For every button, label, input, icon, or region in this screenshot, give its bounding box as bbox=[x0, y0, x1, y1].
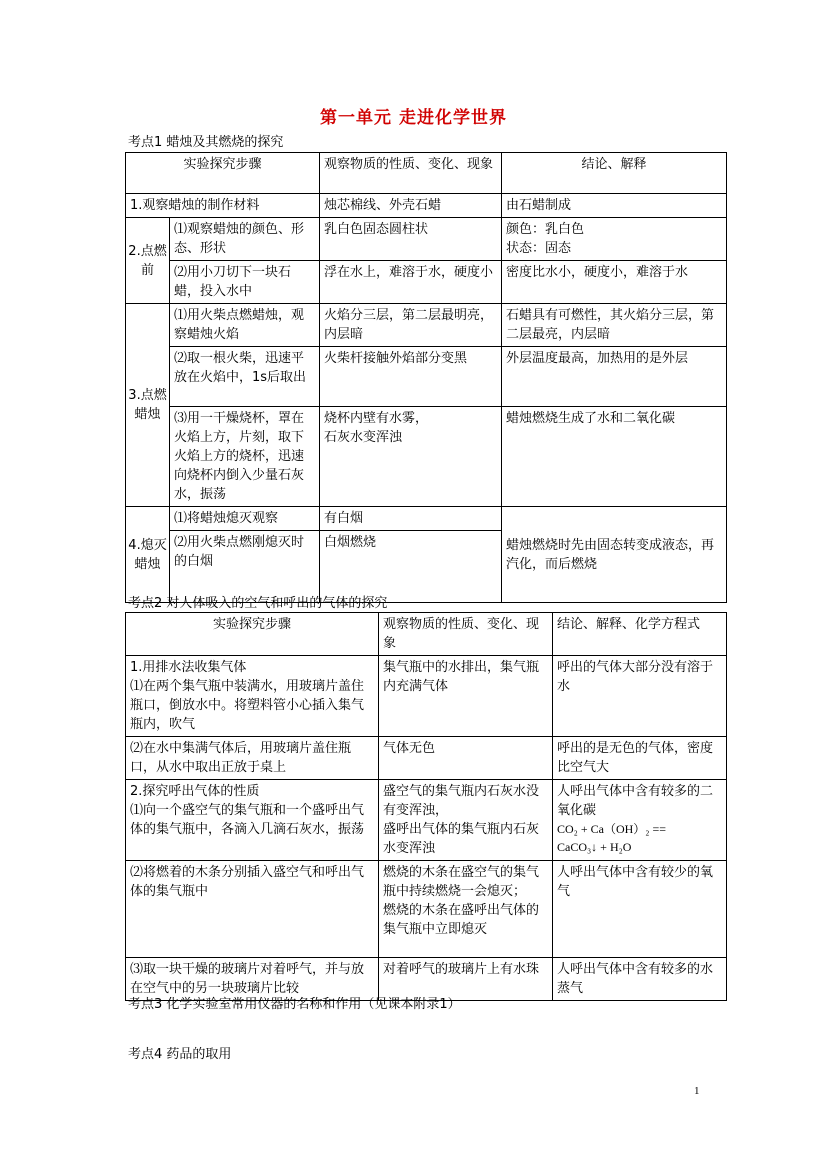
table1-cell-observation: 白烟燃烧 bbox=[320, 531, 502, 603]
table1-cell-conclusion: 石蜡具有可燃性，其火焰分三层，第二层最亮，内层暗 bbox=[502, 304, 727, 347]
page-number: 1 bbox=[694, 1085, 700, 1097]
table1-header-steps: 实验探究步骤 bbox=[126, 153, 320, 194]
table2-conclusion-text: 人呼出气体中含有较多的二氧化碳 bbox=[557, 784, 714, 818]
breath-experiment-table bbox=[125, 612, 727, 1001]
table2-cell-observation: 燃烧的木条在盛空气的集气瓶中持续燃烧一会熄灭； 燃烧的木条在盛呼出气体的集气瓶中立即熄灭 bbox=[379, 861, 553, 958]
table1-cell-observation: 烧杯内壁有水雾， 石灰水变浑浊 bbox=[320, 407, 502, 507]
table2-cell-step: 1.用排水法收集气体 ⑴在两个集气瓶中装满水，用玻璃片盖住瓶口，倒放水中。将塑料管小心插入集气瓶内，吹气 bbox=[126, 656, 379, 737]
table2-cell-conclusion: 呼出的是无色的气体，密度比空气大 bbox=[553, 737, 727, 780]
table2-cell-step: 2.探究呼出气体的性质 ⑴向一个盛空气的集气瓶和一个盛呼出气体的集气瓶中，各滴入几滴石灰水，振荡 bbox=[126, 780, 379, 861]
group-label-extinguish: 4.熄灭蜡烛 bbox=[126, 507, 170, 603]
table1-cell-step: ⑵用小刀切下一块石蜡，投入水中 bbox=[170, 261, 320, 304]
table2-cell-observation: 对着呼气的玻璃片上有水珠 bbox=[379, 958, 553, 1001]
page-title: 第一单元 走进化学世界 bbox=[320, 108, 507, 128]
table1-cell-conclusion: 密度比水小，硬度小，难溶于水 bbox=[502, 261, 727, 304]
table1-cell-conclusion: 外层温度最高，加热用的是外层 bbox=[502, 347, 727, 407]
table2-cell-observation: 集气瓶中的水排出，集气瓶内充满气体 bbox=[379, 656, 553, 737]
table1-cell-step: ⑵取一根火柴，迅速平放在火焰中，1s后取出 bbox=[170, 347, 320, 407]
table1-cell-conclusion: 颜色：乳白色 状态：固态 bbox=[502, 218, 727, 261]
table1-header-conclusion: 结论、解释 bbox=[502, 153, 727, 194]
table2-cell-conclusion: 人呼出气体中含有较多的水蒸气 bbox=[553, 958, 727, 1001]
table1-header-observation: 观察物质的性质、变化、现象 bbox=[320, 153, 502, 194]
table1-cell-step: ⑵用火柴点燃刚熄灭时的白烟 bbox=[170, 531, 320, 603]
table1-cell-observation: 烛芯棉线、外壳石蜡 bbox=[320, 194, 502, 218]
table1-cell-conclusion: 蜡烛燃烧生成了水和二氧化碳 bbox=[502, 407, 727, 507]
table2-cell-conclusion: 人呼出气体中含有较少的氧气 bbox=[553, 861, 727, 958]
section1-heading: 考点1 蜡烛及其燃烧的探究 bbox=[128, 135, 284, 150]
table1-cell-step: 1.观察蜡烛的制作材料 bbox=[126, 194, 320, 218]
table2-cell-observation: 盛空气的集气瓶内石灰水没有变浑浊， 盛呼出气体的集气瓶内石灰水变浑浊 bbox=[379, 780, 553, 861]
chemical-equation-line2: CaCO₃↓ + H₂O bbox=[557, 840, 632, 854]
table1-cell-observation: 火柴杆接触外焰部分变黑 bbox=[320, 347, 502, 407]
section4-heading: 考点4 药品的取用 bbox=[128, 1047, 232, 1062]
table1-cell-conclusion: 由石蜡制成 bbox=[502, 194, 727, 218]
table1-cell-observation: 火焰分三层，第二层最明亮，内层暗 bbox=[320, 304, 502, 347]
chemical-equation-line1: CO₂ + Ca（OH）₂ == bbox=[557, 822, 667, 836]
table1-cell-step: ⑴观察蜡烛的颜色、形态、形状 bbox=[170, 218, 320, 261]
table1-cell-step: ⑴将蜡烛熄灭观察 bbox=[170, 507, 320, 531]
table1-cell-observation: 乳白色固态圆柱状 bbox=[320, 218, 502, 261]
table1-cell-step: ⑴用火柴点燃蜡烛，观察蜡烛火焰 bbox=[170, 304, 320, 347]
section3-heading: 考点3 化学实验室常用仪器的名称和作用（见课本附录1） bbox=[128, 997, 461, 1012]
table2-cell-step: ⑵将燃着的木条分别插入盛空气和呼出气体的集气瓶中 bbox=[126, 861, 379, 958]
table2-cell-observation: 气体无色 bbox=[379, 737, 553, 780]
table2-cell-conclusion bbox=[553, 780, 727, 861]
table1-cell-observation: 浮在水上，难溶于水，硬度小 bbox=[320, 261, 502, 304]
candle-experiment-table bbox=[125, 152, 727, 603]
table2-cell-step: ⑵在水中集满气体后，用玻璃片盖住瓶口，从水中取出正放于桌上 bbox=[126, 737, 379, 780]
table1-cell-observation: 有白烟 bbox=[320, 507, 502, 531]
section2-heading: 考点2 对人体吸入的空气和呼出的气体的探究 bbox=[128, 596, 388, 611]
table2-cell-conclusion: 呼出的气体大部分没有溶于水 bbox=[553, 656, 727, 737]
table2-header-steps: 实验探究步骤 bbox=[126, 613, 379, 656]
table1-cell-conclusion: 蜡烛燃烧时先由固态转变成液态，再汽化，而后燃烧 bbox=[502, 507, 727, 603]
table1-cell-step: ⑶用一干燥烧杯，罩在火焰上方，片刻，取下火焰上方的烧杯，迅速向烧杯内倒入少量石灰水，振荡 bbox=[170, 407, 320, 507]
table2-cell-step: ⑶取一块干燥的玻璃片对着呼气，并与放在空气中的另一块玻璃片比较 bbox=[126, 958, 379, 1001]
table2-header-conclusion: 结论、解释、化学方程式 bbox=[553, 613, 727, 656]
group-label-lighting: 3.点燃蜡烛 bbox=[126, 304, 170, 507]
group-label-before-lighting: 2.点燃前 bbox=[126, 218, 170, 304]
table2-header-observation: 观察物质的性质、变化、现象 bbox=[379, 613, 553, 656]
